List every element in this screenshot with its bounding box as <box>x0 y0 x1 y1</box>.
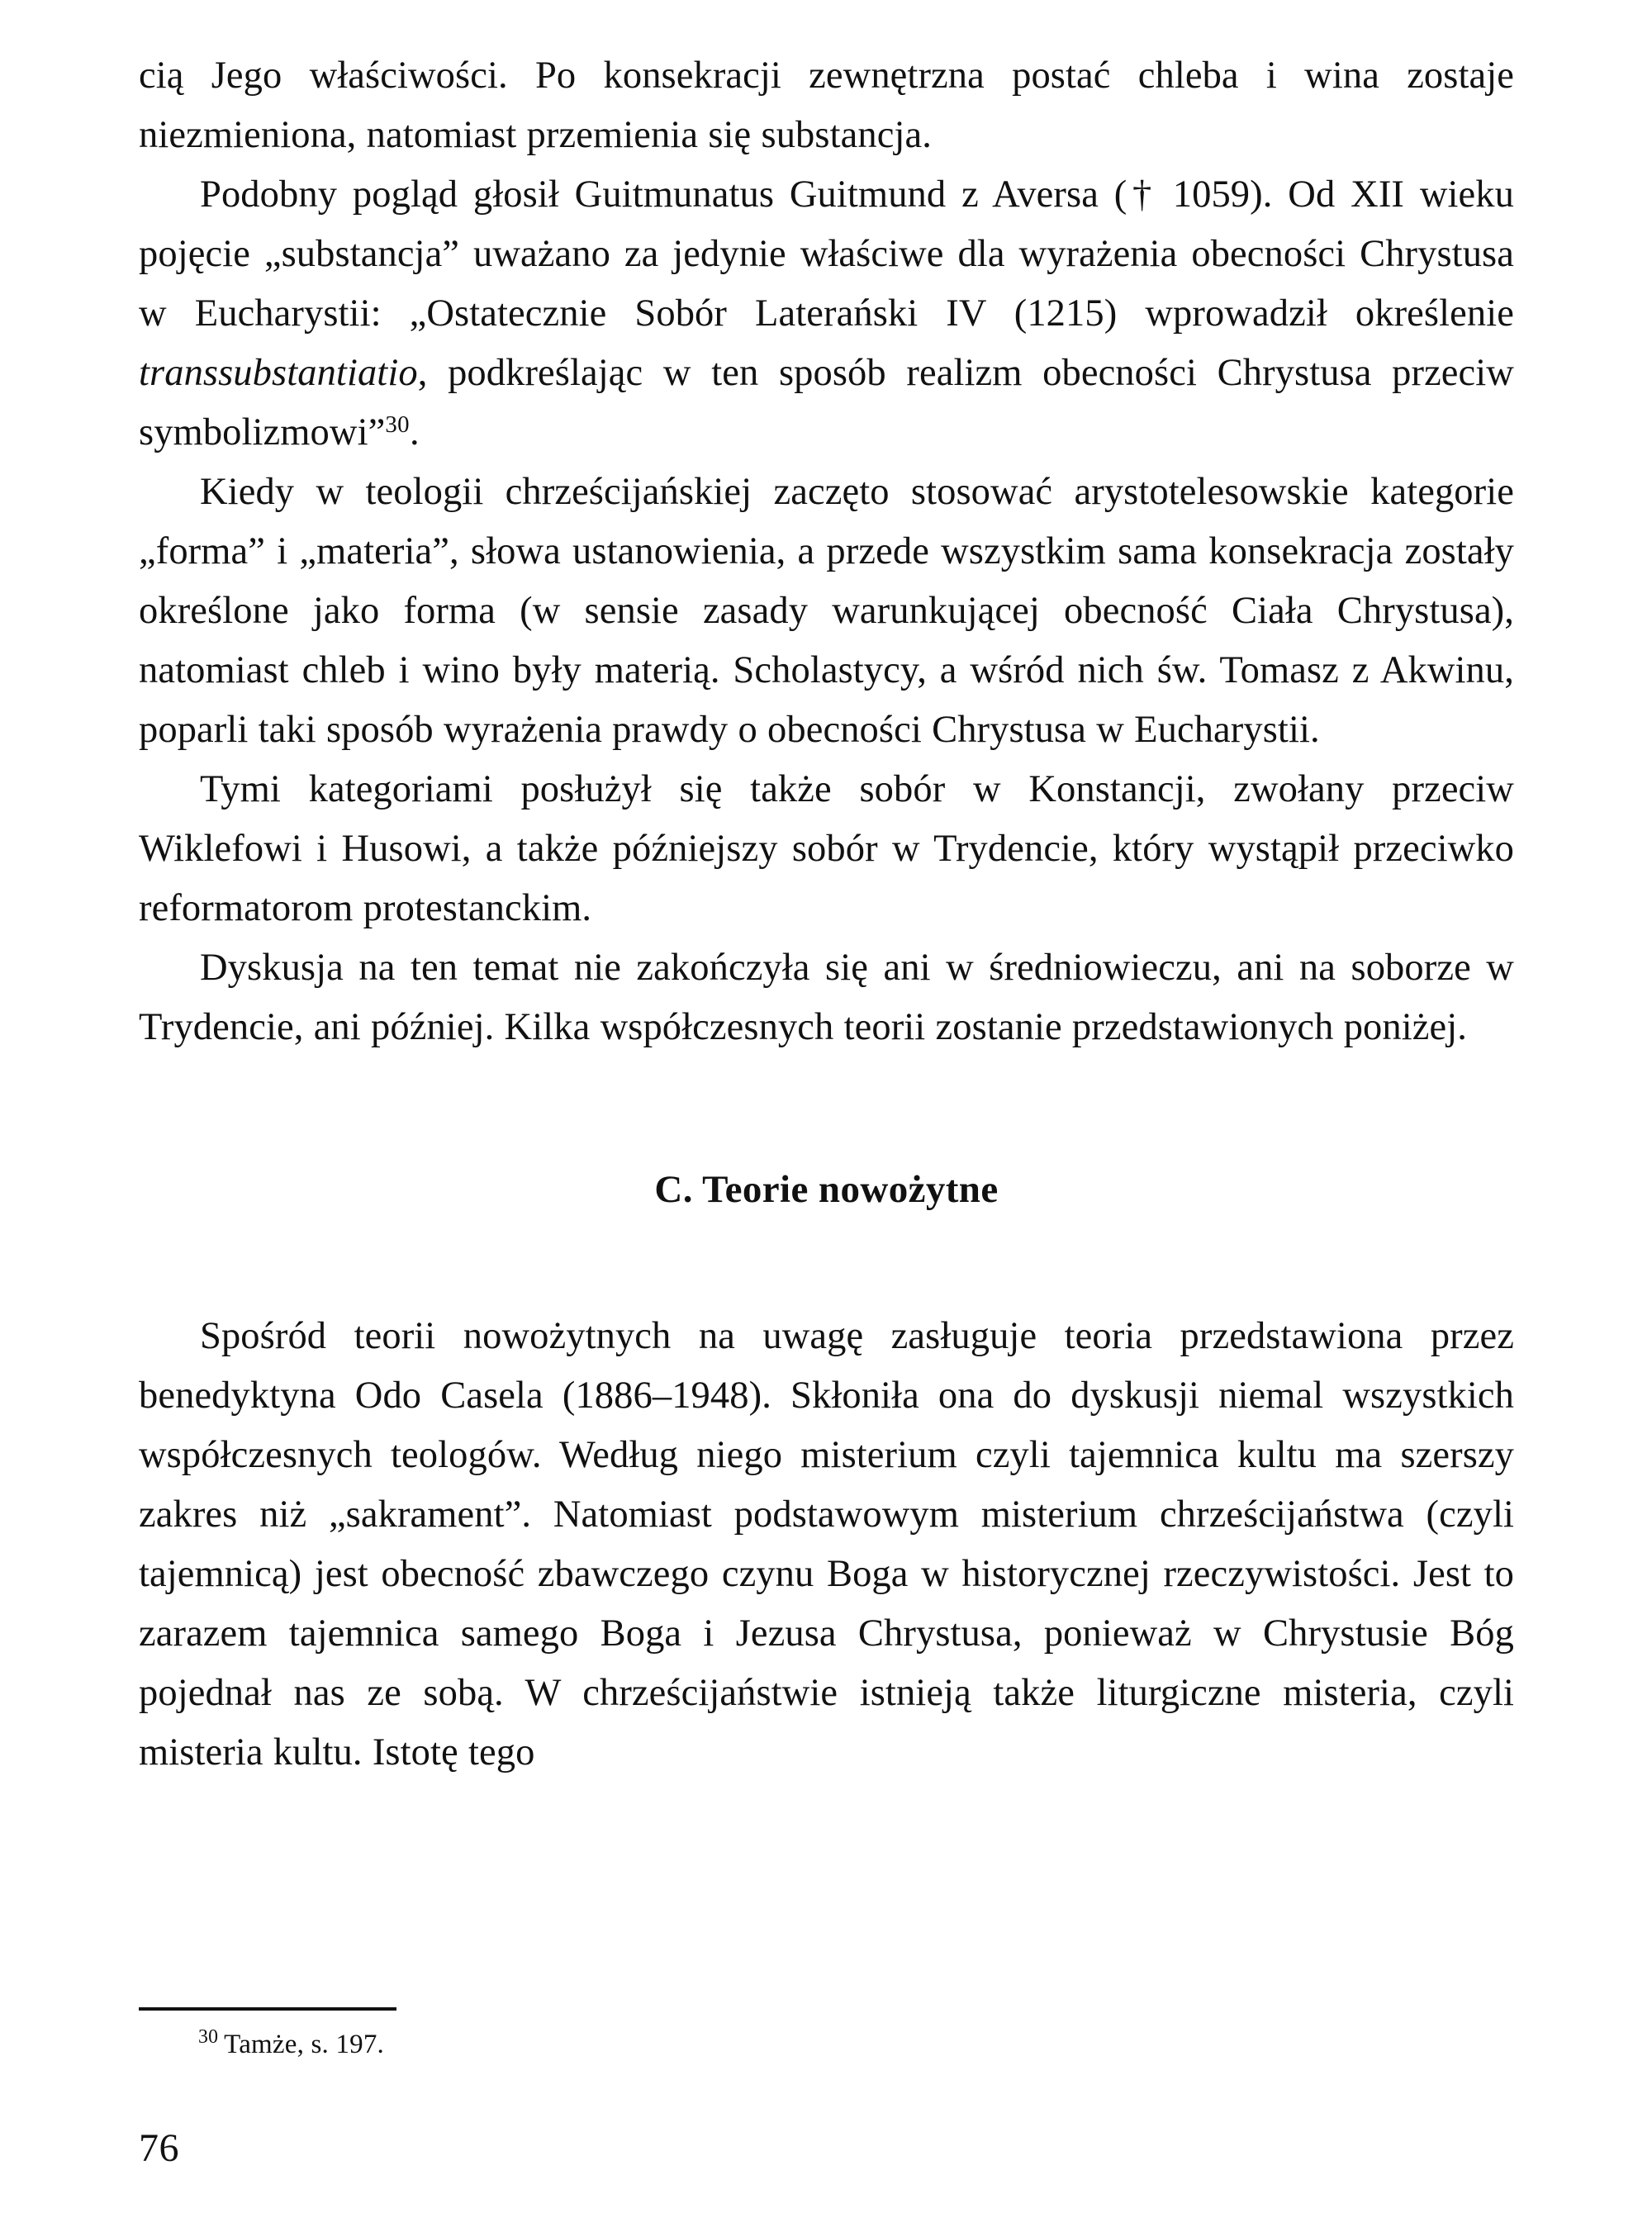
footnote-separator-rule <box>139 2007 396 2011</box>
latin-term-transsubstantiatio: transsubstantiatio <box>139 352 418 394</box>
paragraph-2 <box>139 165 1514 463</box>
footnote-text: Tamże, s. 197. <box>224 2030 385 2059</box>
heading-spacer-bottom <box>139 1216 1514 1307</box>
page-text-column <box>139 46 1514 1783</box>
footnote-entry <box>139 2025 1514 2063</box>
paragraph-3-text: Kiedy w teologii chrześcijańskiej zaczęto stosować arystotelesowskie kategorie „forma” i „materia”, słowa ustanowienia, a przede wszystkim sama konsekracja zostały określone jako forma (w sensie zasady warunkującej obecność Ciała Chrystusa), natomiast chleb i wino były materią. Scholastycy, a wśród nich św. Tomasz z Akwinu, poparli taki sposób wyrażenia prawdy o obecności Chrystusa w Eucharystii. <box>139 471 1514 751</box>
paragraph-4 <box>139 760 1514 938</box>
paragraph-6-text: Spośród teorii nowożytnych na uwagę zasługuje teoria przedstawiona przez benedyktyna Odo Casela (1886–1948). Skłoniła ona do dyskusji niemal wszystkich współczesnych teologów. Według niego misterium czyli tajemnica kultu ma szerszy zakres niż „sakrament”. Natomiast podstawowym misterium chrześcijaństwa (czyli tajemnicą) jest obecność zbawczego czynu Boga w historycznej rzeczywistości. Jest to zarazem tajemnica samego Boga i Jezusa Chrystusa, ponieważ w Chrystusie Bóg pojednał nas ze sobą. W chrześcijaństwie istnieją także liturgiczne misteria, czyli misteria kultu. Istotę tego <box>139 1315 1514 1774</box>
paragraph-2-text-part-2: , podkreślając w ten sposób realizm obecności Chrystusa przeciw symbolizmowi” <box>139 352 1514 453</box>
paragraph-6 <box>139 1307 1514 1783</box>
paragraph-1-text: cią Jego właściwości. Po konsekracji zewnętrzna postać chleba i wina zostaje niezmieniona, natomiast przemienia się substancja. <box>139 55 1514 156</box>
page-number: 76 <box>139 2126 179 2170</box>
paragraph-5 <box>139 938 1514 1057</box>
paragraph-3 <box>139 463 1514 760</box>
footnote-area <box>139 2007 1514 2063</box>
paragraph-4-text: Tymi kategoriami posłużył się także sobór w Konstancji, zwołany przeciw Wiklefowi i Husowi, a także późniejszy sobór w Trydencie, który wystąpił przeciwko reformatorom protestanckim. <box>139 768 1514 929</box>
footnote-number: 30 <box>198 2025 219 2048</box>
footnote-reference-30[interactable]: 30 <box>385 411 410 439</box>
paragraph-2-text-part-3: . <box>410 411 420 453</box>
paragraph-2-text-part-1: Podobny pogląd głosił Guitmunatus Guitmund z Aversa († 1059). Od XII wieku pojęcie „substancja” uważano za jedynie właściwe dla wyrażenia obecności Chrystusa w Eucharystii: „Ostatecznie Sobór Laterański IV (1215) wprowadził określenie <box>139 173 1514 335</box>
section-heading: C. Teorie nowożytne <box>654 1168 999 1211</box>
heading-spacer-top <box>139 1057 1514 1163</box>
paragraph-5-text: Dyskusja na ten temat nie zakończyła się ani w średniowieczu, ani na soborze w Trydencie, ani później. Kilka współczesnych teorii zostanie przedstawionych poniżej. <box>139 947 1514 1048</box>
paragraph-1 <box>139 46 1514 165</box>
